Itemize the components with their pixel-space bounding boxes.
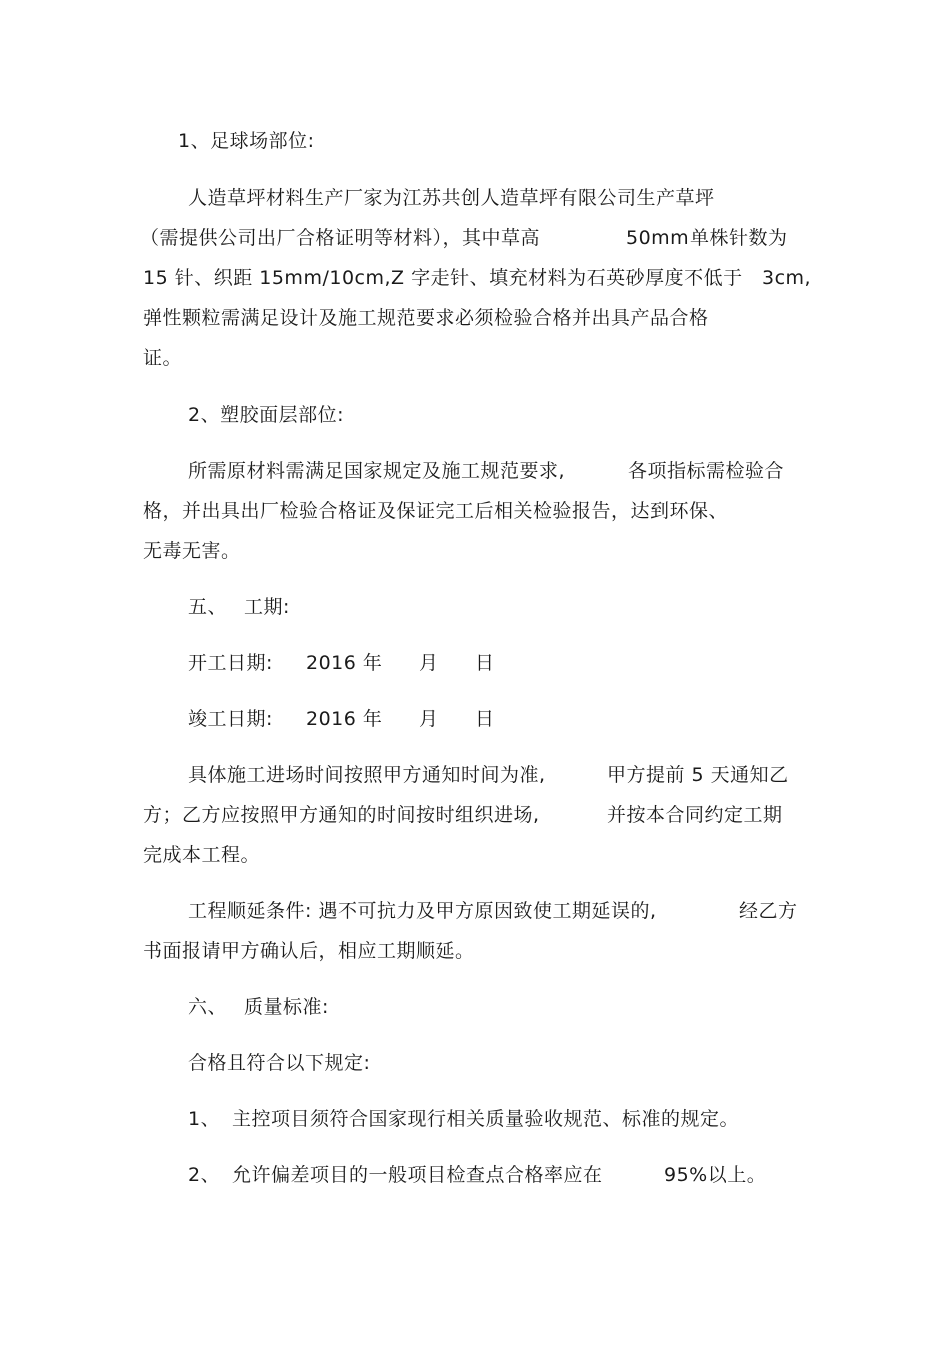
schedule-line-1a: 具体施工进场时间按照甲方通知时间为准, bbox=[188, 764, 546, 786]
delay-line-1a: 工程顺延条件: 遇不可抗力及甲方原因致使工期延误的, bbox=[188, 900, 657, 922]
football-paragraph-line-5: 证。 bbox=[143, 347, 183, 369]
start-date-label: 开工日期: bbox=[188, 652, 273, 674]
end-date-month: 月 bbox=[419, 708, 439, 730]
plastic-heading: 2、塑胶面层部位: bbox=[188, 404, 344, 426]
rule-2-text-b: 95%以上。 bbox=[664, 1164, 767, 1186]
quality-heading-text: 质量标准: bbox=[244, 996, 329, 1018]
schedule-line-2a: 方；乙方应按照甲方通知的时间按时组织进场, bbox=[143, 804, 540, 826]
quality-heading-number: 六、 bbox=[188, 996, 228, 1018]
football-paragraph-line-4: 弹性颗粒需满足设计及施工规范要求必须检验合格并出具产品合格 bbox=[143, 307, 709, 329]
rule-1-number: 1、 bbox=[188, 1108, 221, 1130]
quality-intro: 合格且符合以下规定: bbox=[188, 1052, 371, 1074]
end-date-day: 日 bbox=[475, 708, 495, 730]
football-paragraph-line-1: 人造草坪材料生产厂家为江苏共创人造草坪有限公司生产草坪 bbox=[188, 187, 715, 209]
start-date-month: 月 bbox=[419, 652, 439, 674]
rule-2-number: 2、 bbox=[188, 1164, 221, 1186]
rule-2-text-a: 允许偏差项目的一般项目检查点合格率应在 bbox=[232, 1164, 603, 1186]
period-heading-text: 工期: bbox=[244, 596, 290, 618]
plastic-paragraph-line-2: 格，并出具出厂检验合格证及保证完工后相关检验报告，达到环保、 bbox=[143, 500, 729, 522]
end-date-label: 竣工日期: bbox=[188, 708, 273, 730]
football-heading: 1、足球场部位: bbox=[178, 130, 315, 152]
schedule-line-3: 完成本工程。 bbox=[143, 844, 261, 866]
rule-1-text: 主控项目须符合国家现行相关质量验收规范、标准的规定。 bbox=[232, 1108, 740, 1130]
football-paragraph-line-2c: 单株针数为 bbox=[690, 227, 788, 249]
start-date-year: 2016 年 bbox=[306, 652, 383, 674]
delay-line-1b: 经乙方 bbox=[739, 900, 798, 922]
schedule-line-1b: 甲方提前 5 天通知乙 bbox=[607, 764, 789, 786]
plastic-paragraph-line-1a: 所需原材料需满足国家规定及施工规范要求, bbox=[188, 460, 566, 482]
football-paragraph-line-3b: 3cm, bbox=[762, 267, 812, 289]
schedule-line-2b: 并按本合同约定工期 bbox=[607, 804, 783, 826]
delay-line-2: 书面报请甲方确认后，相应工期顺延。 bbox=[143, 940, 475, 962]
start-date-day: 日 bbox=[475, 652, 495, 674]
plastic-paragraph-line-1b: 各项指标需检验合 bbox=[628, 460, 785, 482]
plastic-paragraph-line-3: 无毒无害。 bbox=[143, 540, 241, 562]
end-date-year: 2016 年 bbox=[306, 708, 383, 730]
period-heading-number: 五、 bbox=[188, 596, 228, 618]
football-paragraph-line-3a: 15 针、织距 15mm/10cm,Z 字走针、填充材料为石英砂厚度不低于 bbox=[143, 267, 743, 289]
football-paragraph-line-2a: （需提供公司出厂合格证明等材料），其中草高 bbox=[140, 227, 541, 249]
football-paragraph-line-2b: 50mm bbox=[626, 227, 690, 249]
